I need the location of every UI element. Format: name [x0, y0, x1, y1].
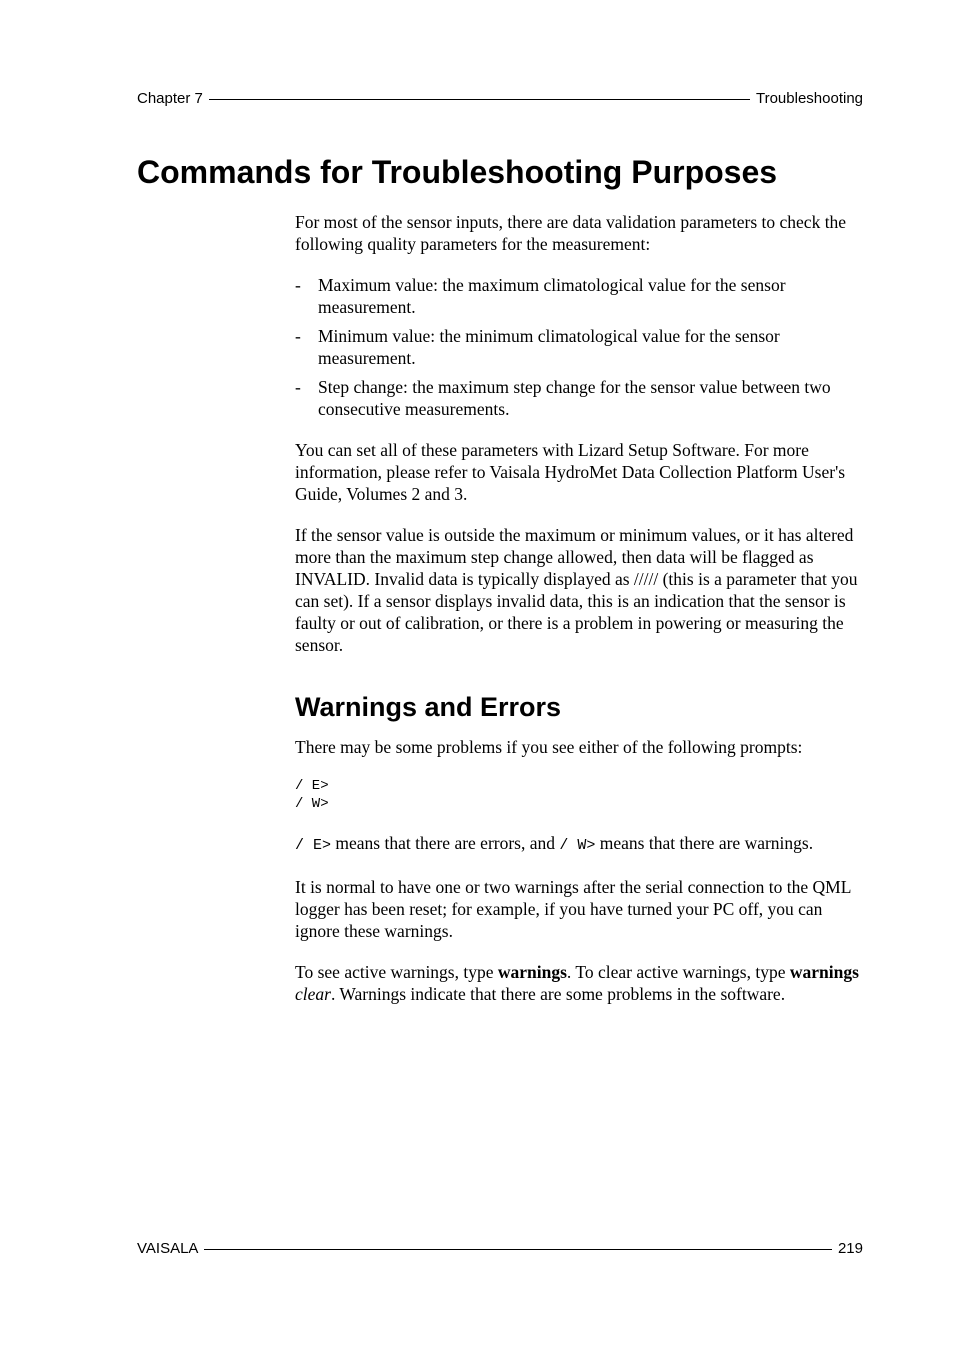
clear-argument: clear	[295, 984, 331, 1004]
list-item	[295, 376, 865, 420]
prompt-code-block	[295, 777, 865, 813]
list-item-text: Minimum value: the minimum climatological value for the sensor measurement.	[318, 326, 780, 368]
header-section: Troubleshooting	[755, 90, 863, 107]
warnings-clear-command: warnings	[789, 962, 859, 982]
list-marker: -	[295, 377, 301, 397]
list-marker: -	[295, 275, 301, 295]
setup-paragraph: You can set all of these parameters with Lizard Setup Software. For more information, please refer to Vaisala HydroMet Data Collection Platform User's Guide, Volumes 2 and 3.	[295, 440, 846, 504]
warning-prompt-inline: / W>	[559, 837, 596, 854]
list-item	[295, 274, 865, 318]
header-rule	[209, 99, 750, 100]
active-text-3: . Warnings indicate that there are some problems in the software.	[330, 984, 786, 1004]
explain-text-2: means that there are warnings.	[595, 833, 814, 853]
error-prompt: / E>	[295, 778, 329, 794]
active-text-2: . To clear active warnings, type	[566, 962, 790, 982]
footer-company: VAISALA	[137, 1240, 199, 1257]
active-warnings-paragraph	[295, 961, 865, 1005]
prompt-explanation-paragraph	[295, 832, 865, 857]
list-item-text: Maximum value: the maximum climatological value for the sensor measurement.	[318, 275, 786, 317]
page-title: Commands for Troubleshooting Purposes	[137, 154, 778, 190]
warning-prompt: / W>	[295, 796, 329, 812]
warnings-intro-paragraph: There may be some problems if you see either of the following prompts:	[295, 737, 803, 757]
active-text-1: To see active warnings, type	[295, 962, 498, 982]
header-chapter: Chapter 7	[137, 90, 203, 107]
validation-list	[295, 274, 865, 420]
running-footer	[137, 1240, 863, 1257]
explain-text-1: means that there are errors, and	[331, 833, 560, 853]
error-prompt-inline: / E>	[295, 837, 332, 854]
list-item-text: Step change: the maximum step change for the sensor value between two consecutive measurements.	[318, 377, 831, 419]
running-header	[137, 90, 863, 107]
invalid-data-paragraph: If the sensor value is outside the maximum or minimum values, or it has altered more than the maximum step change allowed, then data will be flagged as INVALID. Invalid data is typically displayed as ///// (this is a parameter that you can set). If a sensor displays invalid data, this is an indication that the sensor is faulty or out of calibration, or there is a problem in powering or measuring the sensor.	[295, 525, 858, 655]
footer-rule	[204, 1249, 832, 1250]
body-column	[295, 211, 865, 1024]
list-item	[295, 325, 865, 369]
section-title-warnings: Warnings and Errors	[295, 692, 562, 722]
page-number: 219	[837, 1240, 863, 1257]
list-marker: -	[295, 326, 301, 346]
intro-paragraph: For most of the sensor inputs, there are data validation parameters to check the following quality parameters for the measurement:	[295, 212, 847, 254]
warnings-command: warnings	[497, 962, 567, 982]
normal-warnings-paragraph: It is normal to have one or two warnings after the serial connection to the QML logger has been reset; for example, if you have turned your PC off, you can ignore these warnings.	[295, 877, 851, 941]
